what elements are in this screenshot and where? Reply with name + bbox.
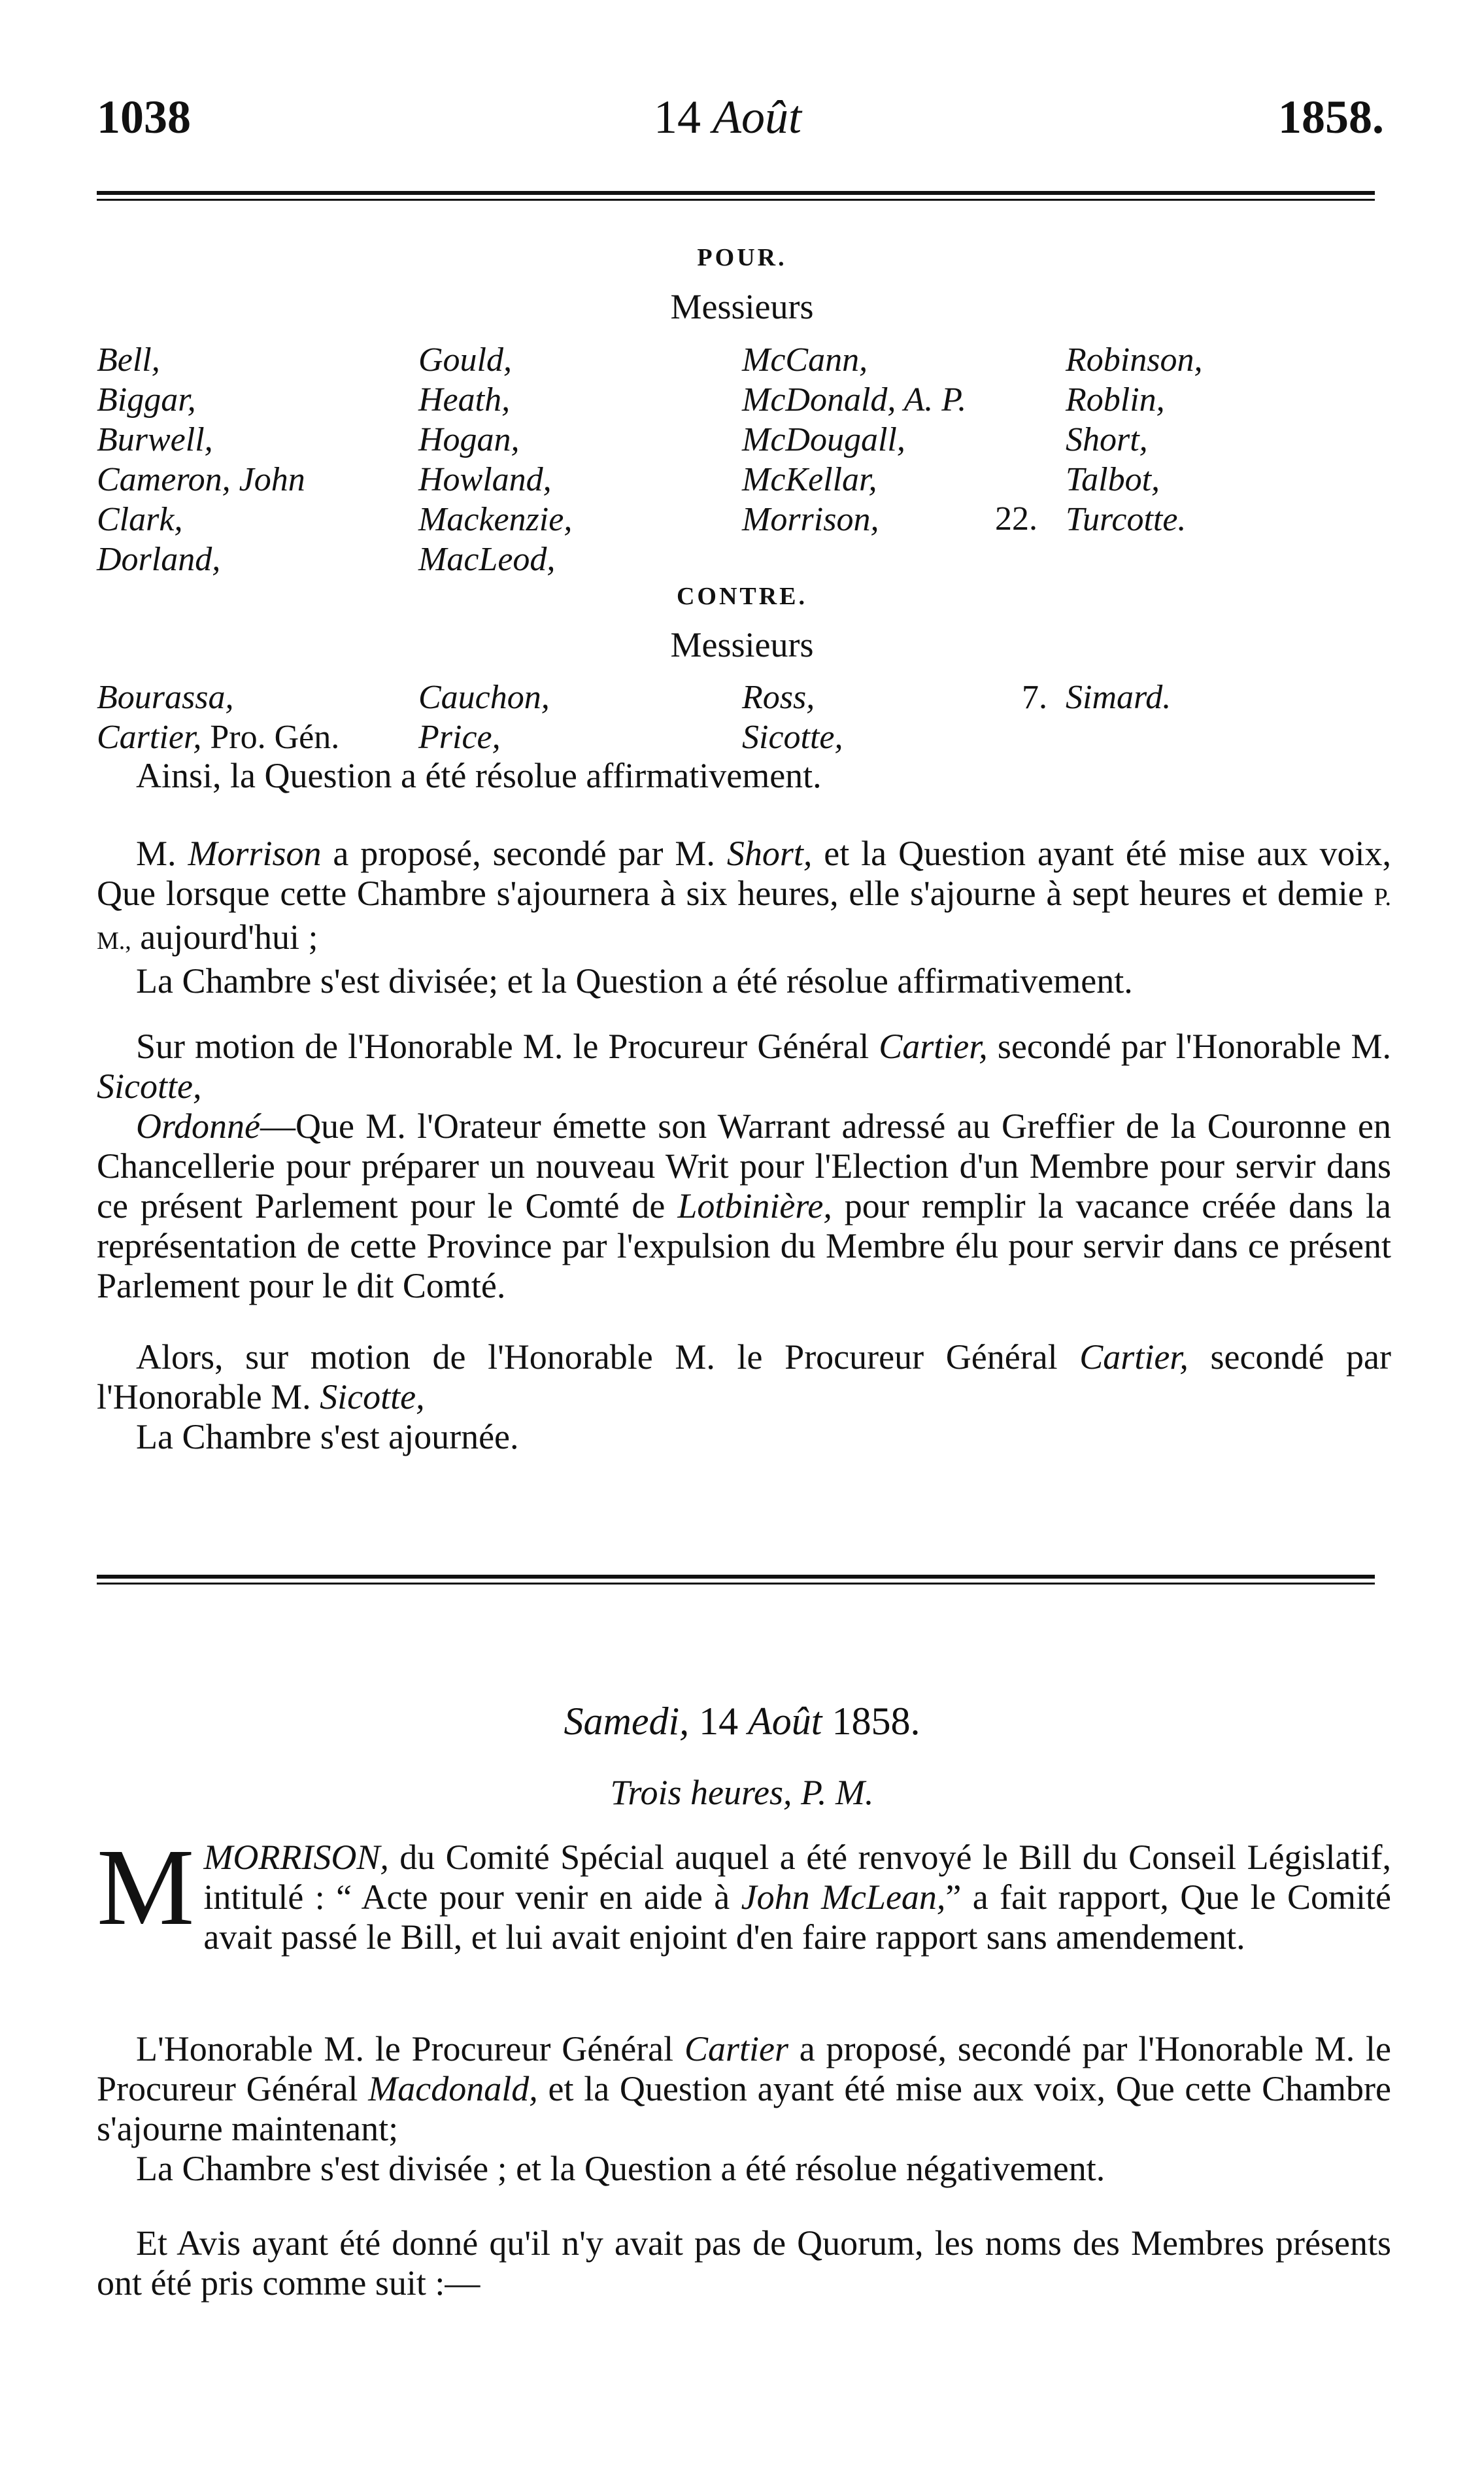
pour-name: Talbot, [1066, 461, 1160, 498]
date-day: 14 [654, 91, 701, 143]
pour-name: Howland, [418, 461, 552, 498]
contre-column-4 [1066, 677, 1171, 717]
pour-name: Heath, [418, 381, 511, 419]
pour-name: Hogan, [418, 421, 520, 458]
contre-name: Cartier, Pro. Gén. [97, 719, 340, 756]
pour-name: Cameron, John [97, 461, 305, 498]
pour-name: Bell, [97, 341, 160, 379]
pour-name: Roblin, [1066, 381, 1165, 419]
contre-heading: CONTRE. [676, 583, 808, 610]
contre-name: Ross, [742, 679, 815, 716]
header-rule-thin [97, 199, 1375, 201]
section-rule [97, 1575, 1375, 1579]
contre-name: Price, [418, 719, 501, 756]
contre-messieurs: Messieurs [670, 625, 814, 664]
pour-name: Burwell, [97, 421, 213, 458]
page-year: 1858. [1278, 91, 1384, 143]
result-affirmative: Ainsi, la Question a été résolue affirmativement. [136, 756, 822, 795]
paragraph-mclean: M MORRISON, du Comité Spécial auquel a été renvoyé le Bill du Conseil Législatif, intitulé : “ Acte pour venir en aide à John McLean,” a fait rapport, Que le Comité avait passé le Bill, et lui avait enjoint d'en faire rapport sans amendement. [97, 1826, 1392, 1957]
pour-column-3 [742, 340, 966, 540]
pour-name: Mackenzie, [418, 501, 573, 538]
pour-name: McDougall, [742, 421, 905, 458]
pour-messieurs: Messieurs [670, 287, 814, 326]
pour-name: Dorland, [97, 541, 221, 578]
section-time: Trois heures, P. M. [610, 1773, 874, 1812]
contre-name: Simard. [1066, 679, 1172, 716]
pour-name: Morrison, [742, 501, 879, 538]
pour-heading: POUR. [697, 244, 787, 271]
contre-name: Bourassa, [97, 679, 234, 716]
page-number: 1038 [97, 91, 191, 143]
header-rule [97, 191, 1375, 195]
pour-column-1 [97, 340, 305, 579]
pour-name: Turcotte. [1066, 501, 1187, 538]
pour-column-2 [418, 340, 572, 579]
pour-column-4 [1066, 340, 1202, 540]
paragraph-quorum: Et Avis ayant été donné qu'il n'y avait pas de Quorum, les noms des Membres présents ont été pris comme suit :— [97, 2223, 1391, 2303]
pour-count: 22. [995, 500, 1037, 538]
paragraph-macdonald: L'Honorable M. le Procureur Général Cartier a proposé, secondé par l'Honorable M. le Procureur Général Macdonald, et la Question ayant été mise aux voix, Que cette Chambre s'ajourne maintenant; La Chambre s'est divisée ; et la Question a été résolue négativement. [97, 2029, 1392, 2188]
pour-name: McDonald, A. P. [742, 381, 967, 419]
date-month: Août [713, 91, 801, 143]
drop-cap: M [97, 1826, 195, 1948]
contre-column-1 [97, 677, 339, 757]
section-date: Samedi, 14 Août 1858. [564, 1700, 920, 1743]
pour-name: Short, [1066, 421, 1148, 458]
section-rule-thin [97, 1583, 1375, 1585]
paragraph-morrison: M. Morrison a proposé, secondé par M. Short, et la Question ayant été mise aux voix, Que lorsque cette Chambre s'ajournera à six heures, elle s'ajourne à sept heures et demie P. M., aujourd'hui ; La Chambre s'est divisée; et la Question a été résolue affirmativement. [97, 834, 1392, 1001]
contre-column-3 [742, 677, 843, 757]
contre-name: Cauchon, [418, 679, 550, 716]
pour-name: McKellar, [742, 461, 877, 498]
paragraph-writ: Sur motion de l'Honorable M. le Procureur Général Cartier, secondé par l'Honorable M. Sicotte, Ordonné—Que M. l'Orateur émette son Warrant adressé au Greffier de la Couronne en Chancellerie pour préparer un nouveau Writ pour l'Election d'un Membre pour servir dans ce présent Parlement pour le Comté de Lotbinière, pour remplir la vacance créée dans la représentation de cette Province par l'expulsion du Membre élu pour servir dans ce présent Parlement pour le dit Comté. [97, 1027, 1392, 1305]
pour-name: Gould, [418, 341, 512, 379]
pour-name: Robinson, [1066, 341, 1203, 379]
contre-count: 7. [1022, 679, 1047, 716]
paragraph-adjourn: Alors, sur motion de l'Honorable M. le Procureur Général Cartier, secondé par l'Honorable M. Sicotte, La Chambre s'est ajournée. [97, 1337, 1392, 1456]
pour-name: MacLeod, [418, 541, 556, 578]
pour-name: McCann, [742, 341, 868, 379]
pour-name: Biggar, [97, 381, 196, 419]
pour-name: Clark, [97, 501, 183, 538]
contre-column-2 [418, 677, 550, 757]
page-date [654, 90, 801, 145]
contre-name: Sicotte, [742, 719, 843, 756]
